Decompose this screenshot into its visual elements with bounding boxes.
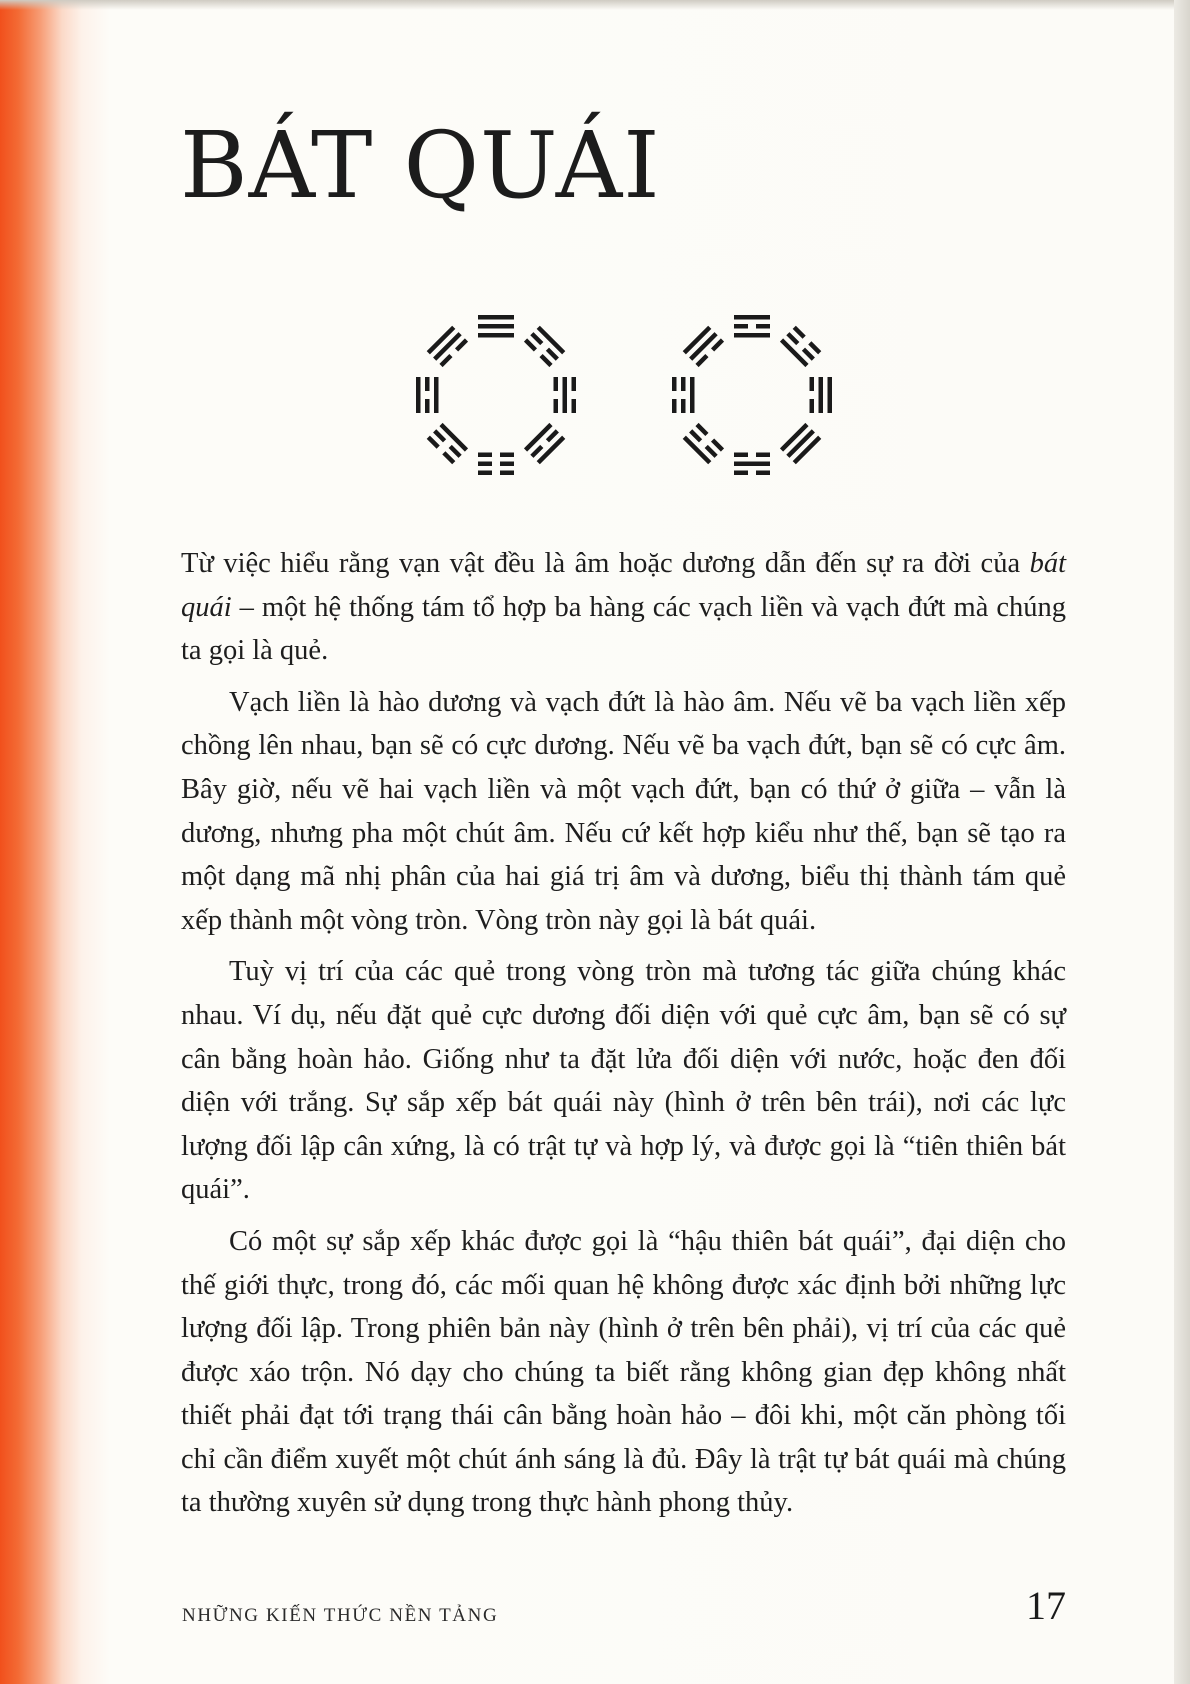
yin-line-segment bbox=[695, 423, 708, 436]
yin-line-segment bbox=[425, 377, 430, 391]
yin-line-segment bbox=[449, 445, 462, 458]
yin-line-segment bbox=[572, 399, 577, 413]
page-title: BÁT QUÁI bbox=[180, 112, 661, 219]
trigram-top-right bbox=[780, 326, 821, 367]
yang-line bbox=[478, 315, 514, 320]
paragraph-2: Vạch liền là hào dương và vạch đứt là hào âm. Nếu vẽ ba vạch liền xếp chồng lên nhau, bạn sẽ có cực dương. Nếu vẽ ba vạch đứt, bạn sẽ có cực âm. Bây giờ, nếu vẽ hai vạch liền và một vạch đứt, bạn có thứ ở giữa – vẫn là dương, nhưng pha một chút âm. Nếu cứ kết hợp kiểu như thế, bạn sẽ tạo ra một dạng mã nhị phân của hai giá trị âm và dương, biểu thị thành tám quẻ xếp thành một vòng tròn. Vòng tròn này gọi là bát quái. bbox=[181, 686, 1066, 936]
yin-line-segment bbox=[572, 377, 577, 391]
trigram-right bbox=[554, 377, 577, 413]
trigram-top-left bbox=[683, 326, 724, 367]
page-right-edge bbox=[1174, 0, 1190, 1684]
paragraph-1-emphasis: bát quái bbox=[181, 548, 1066, 623]
yin-line-segment bbox=[756, 453, 770, 458]
yin-line-segment bbox=[681, 377, 686, 391]
yin-line-segment bbox=[539, 354, 552, 367]
yin-line-segment bbox=[427, 436, 440, 449]
yin-line-segment bbox=[524, 338, 537, 351]
trigram-bottom-left bbox=[427, 423, 468, 464]
yin-line-segment bbox=[689, 429, 702, 442]
yang-line bbox=[734, 315, 770, 320]
yin-line-segment bbox=[734, 453, 748, 458]
yin-line-segment bbox=[500, 453, 514, 458]
yang-line bbox=[690, 377, 695, 413]
yin-line-segment bbox=[695, 354, 708, 367]
trigram-right bbox=[810, 377, 833, 413]
yin-line-segment bbox=[681, 399, 686, 413]
yin-line-segment bbox=[530, 332, 543, 345]
yin-line-segment bbox=[554, 377, 559, 391]
trigram-bottom bbox=[478, 453, 514, 476]
bagua-right-diagram bbox=[652, 290, 852, 500]
yin-line-segment bbox=[711, 438, 724, 451]
yin-line-segment bbox=[734, 324, 748, 329]
yang-line bbox=[478, 324, 514, 329]
body-text bbox=[181, 542, 1066, 1525]
yin-line-segment bbox=[756, 324, 770, 329]
yin-line-segment bbox=[705, 445, 718, 458]
yin-line-segment bbox=[546, 429, 559, 442]
yin-line-segment bbox=[734, 471, 748, 476]
yin-line-segment bbox=[425, 399, 430, 413]
page-top-shadow bbox=[0, 0, 1190, 10]
bagua-diagrams bbox=[396, 290, 866, 510]
yin-line-segment bbox=[711, 338, 724, 351]
yin-line-segment bbox=[756, 471, 770, 476]
yin-line-segment bbox=[810, 399, 815, 413]
trigram-top bbox=[734, 315, 770, 338]
yin-line-segment bbox=[802, 348, 815, 361]
yin-line-segment bbox=[554, 399, 559, 413]
trigram-bottom bbox=[734, 453, 770, 476]
yin-line-segment bbox=[672, 399, 677, 413]
bagua-left-diagram bbox=[396, 290, 596, 500]
yin-line-segment bbox=[786, 332, 799, 345]
paragraph-1 bbox=[181, 542, 1066, 673]
yang-line bbox=[434, 377, 439, 413]
trigram-top-right bbox=[524, 326, 565, 367]
yin-line-segment bbox=[810, 377, 815, 391]
yin-line-segment bbox=[500, 462, 514, 467]
yin-line-segment bbox=[433, 429, 446, 442]
yang-line bbox=[416, 377, 421, 413]
trigram-top bbox=[478, 315, 514, 338]
paragraph-3: Tuỳ vị trí của các quẻ trong vòng tròn mà tương tác giữa chúng khác nhau. Ví dụ, nếu đặt quẻ cực dương đối diện với quẻ cực âm, bạn sẽ có sự cân bằng hoàn hảo. Giống như ta đặt lửa đối diện với nước, hoặc đen đối diện với trắng. Sự sắp xếp bát quái này (hình ở trên bên trái), nơi các lực lượng đối lập cân xứng, là có trật tự và hợp lý, và được gọi là “tiên thiên bát quái”. bbox=[181, 956, 1066, 1206]
yin-line-segment bbox=[478, 453, 492, 458]
paragraph-4: Có một sự sắp xếp khác được gọi là “hậu thiên bát quái”, đại diện cho thế giới thực, trong đó, các mối quan hệ không được xác định bởi những lực lượng đối lập. Trong phiên bản này (hình ở trên bên phải), vị trí của các quẻ được xáo trộn. Nó dạy cho chúng ta biết rằng không gian đẹp không nhất thiết phải đạt tới trạng thái cân bằng hoàn hảo – đôi khi, một căn phòng tối chỉ cần điểm xuyết một chút ánh sáng là đủ. Đây là trật tự bát quái mà chúng ta thường xuyên sử dụng trong thực hành phong thủy. bbox=[181, 1225, 1066, 1519]
trigram-left bbox=[416, 377, 439, 413]
yin-line-segment bbox=[439, 354, 452, 367]
yang-line bbox=[819, 377, 824, 413]
trigram-bottom-right bbox=[524, 423, 565, 464]
section-label: NHỮNG KIẾN THỨC NỀN TẢNG bbox=[182, 1605, 499, 1626]
yin-line-segment bbox=[500, 471, 514, 476]
yang-line bbox=[734, 462, 770, 467]
yin-line-segment bbox=[478, 471, 492, 476]
yin-line-segment bbox=[808, 341, 821, 354]
yin-line-segment bbox=[530, 445, 543, 458]
yang-line bbox=[563, 377, 568, 413]
paragraph-1-after: – một hệ thống tám tổ hợp ba hàng các vạch liền và vạch đứt mà chúng ta gọi là quẻ. bbox=[181, 591, 1066, 667]
yin-line-segment bbox=[442, 451, 455, 464]
yang-line bbox=[734, 333, 770, 338]
yang-line bbox=[828, 377, 833, 413]
yin-line-segment bbox=[478, 462, 492, 467]
yang-line bbox=[478, 333, 514, 338]
trigram-bottom-left bbox=[683, 423, 724, 464]
page-number: 17 bbox=[1026, 1583, 1066, 1628]
trigram-bottom-right bbox=[780, 423, 821, 464]
yin-line-segment bbox=[546, 348, 559, 361]
yin-line-segment bbox=[793, 326, 806, 339]
yin-line-segment bbox=[455, 338, 468, 351]
paragraph-1-before: Từ việc hiểu rằng vạn vật đều là âm hoặc dương dẫn đến sự ra đời của bbox=[181, 548, 1030, 579]
yin-line-segment bbox=[672, 377, 677, 391]
trigram-top-left bbox=[427, 326, 468, 367]
trigram-left bbox=[672, 377, 695, 413]
